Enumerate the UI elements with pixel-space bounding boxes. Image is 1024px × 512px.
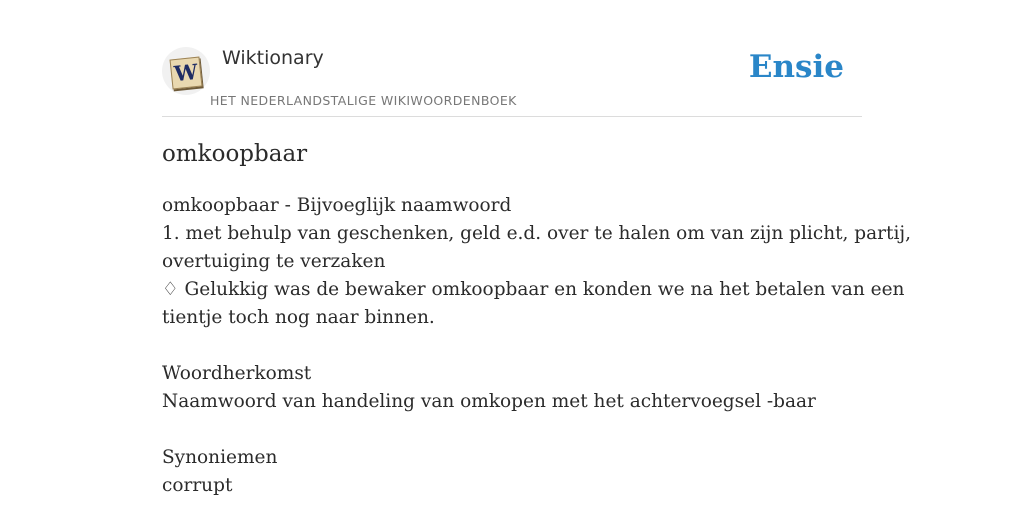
spacer bbox=[162, 332, 862, 360]
site-header bbox=[162, 44, 862, 117]
synonym-item: corrupt bbox=[162, 475, 233, 496]
etymology-heading: Woordherkomst bbox=[162, 363, 312, 384]
site-name[interactable]: Wiktionary bbox=[222, 47, 324, 69]
entry-content bbox=[162, 192, 911, 500]
wiktionary-logo-icon[interactable] bbox=[162, 47, 210, 95]
synonyms-heading: Synoniemen bbox=[162, 447, 278, 468]
spacer bbox=[162, 416, 862, 444]
example-line-2: tientje toch nog naar binnen. bbox=[162, 307, 435, 328]
entry-headline: omkoopbaar - Bijvoeglijk naamwoord bbox=[162, 195, 512, 216]
page-title: omkoopbaar bbox=[162, 141, 308, 167]
ensie-brand-link[interactable]: Ensie bbox=[748, 49, 844, 85]
definition-line-2: overtuiging te verzaken bbox=[162, 251, 386, 272]
definition-line-1: 1. met behulp van geschenken, geld e.d. over te halen om van zijn plicht, partij, bbox=[162, 223, 911, 244]
logo-tile: W bbox=[170, 57, 203, 90]
etymology-text: Naamwoord van handeling van omkopen met het achtervoegsel -baar bbox=[162, 391, 816, 412]
example-line-1: ♢ Gelukkig was de bewaker omkoopbaar en konden we na het betalen van een bbox=[162, 279, 905, 300]
site-subtitle: HET NEDERLANDSTALIGE WIKIWOORDENBOEK bbox=[210, 93, 517, 108]
